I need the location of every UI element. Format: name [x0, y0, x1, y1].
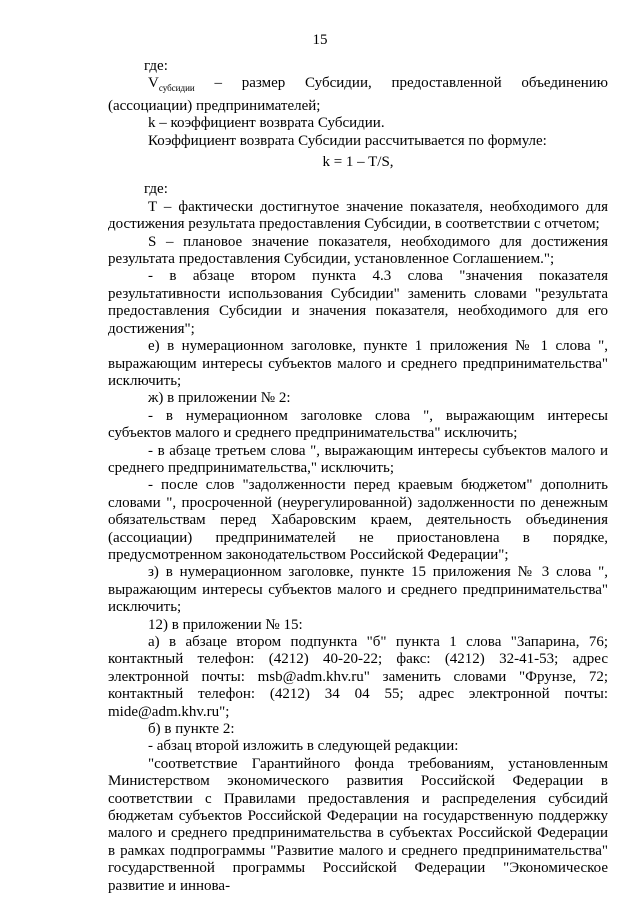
- paragraph-item-z: з) в нумерационном заголовке, пункте 15 приложения № 3 слова ", выражающим интересы субъектов малого и среднего предпринимательства" исключить;: [108, 564, 608, 616]
- paragraph-k-definition: k – коэффициент возврата Субсидии.: [148, 115, 385, 132]
- paragraph-v-definition: [108, 75, 608, 115]
- paragraph-zh-1: - в нумерационном заголовке слова ", выражающим интересы субъектов малого и среднего предпринимательства" исключить;: [108, 407, 608, 442]
- paragraph-s-definition: S – плановое значение показателя, необходимого для достижения результата предоставления Субсидии, установленное Соглашением.";: [108, 233, 608, 268]
- formula: k = 1 – T/S,: [322, 154, 394, 171]
- paragraph-item-b: б) в пункте 2:: [148, 721, 235, 738]
- paragraph-gde-2: где:: [144, 181, 168, 198]
- document-body: [108, 58, 608, 895]
- paragraph-item-e: е) в нумерационном заголовке, пункте 1 приложения № 1 слова ", выражающим интересы субъектов малого и среднего предпринимательства" исключить;: [108, 338, 608, 389]
- paragraph-item-a: а) в абзаце втором подпункта "б" пункта 1 слова "Запарина, 76; контактный телефон: (4212) 40-20-22; факс: (4212) 32-41-53; адрес электронной почты: msb@adm.khv.ru" заменить словами "Фрунзе, 72; контактный телефон: (4212) 34 04 55; адрес электронной почты: mide@adm.khv.ru";: [108, 634, 608, 720]
- paragraph-item-12: 12) в приложении № 15:: [148, 616, 303, 633]
- paragraph-zh-2: - в абзаце третьем слова ", выражающим интересы субъектов малого и среднего предпринимательства," исключить;: [108, 442, 608, 476]
- paragraph-zh-3: - после слов "задолженности перед краевым бюджетом" дополнить словами ", просроченной (неурегулированной) задолженности по денежным обязательствам перед Хабаровским краем, деятельность объединения (ассоциации) предпринимателей не приостановлена в порядке, предусмотренном законодательством Российской Федерации";: [108, 477, 608, 563]
- paragraph-b-1: - абзац второй изложить в следующей редакции:: [148, 738, 459, 755]
- v-subscript: субсидии: [158, 83, 195, 94]
- paragraph-amend-4-3: - в абзаце втором пункта 4.3 слова "значения показателя результативности использования Субсидии" заменить словами "результата предоставления Субсидии и значения показателя, необходимого для его достижения";: [108, 268, 608, 337]
- paragraph-t-definition: T – фактически достигнутое значение показателя, необходимого для достижения результата предоставления Субсидии, в соответствии с отчетом;: [108, 198, 608, 233]
- page-number: 15: [312, 32, 328, 48]
- paragraph-gde-1: где:: [144, 58, 168, 74]
- v-symbol: V: [148, 75, 159, 92]
- v-definition-text: – размер Субсидии, предоставленной объединению (ассоциации) предпринимателей;: [108, 75, 608, 114]
- paragraph-new-wording: "соответствие Гарантийного фонда требованиям, установленным Министерством экономического развития Российской Федерации в соответствии с Правилами предоставления и распределения субсидий бюджетам субъектов Российской Федерации на государственную поддержку малого и среднего предпринимательства в субъектах Российской Федерации в рамках подпрограммы "Развитие малого и среднего предпринимательства" государственной программы Российской Федерации "Экономическое развитие и иннова-: [108, 755, 608, 894]
- paragraph-item-zh: ж) в приложении № 2:: [148, 390, 291, 407]
- paragraph-formula-intro: Коэффициент возврата Субсидии рассчитывается по формуле:: [148, 132, 547, 149]
